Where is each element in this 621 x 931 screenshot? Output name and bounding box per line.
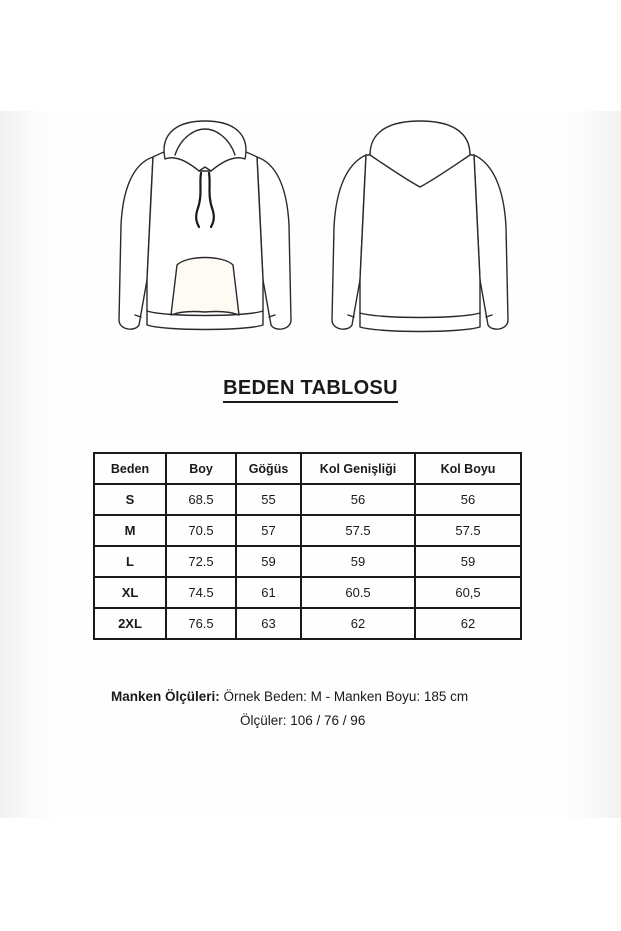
sample-size-text: Örnek Beden: M - Manken Boyu: 185 cm	[223, 689, 469, 704]
table-row	[94, 515, 521, 546]
table-row	[94, 546, 521, 577]
table-row	[94, 608, 521, 639]
model-measurements-line-1	[111, 689, 468, 704]
bottom-border	[0, 818, 621, 931]
kol-boyu-cell: 56	[415, 484, 521, 515]
kol-boyu-cell: 59	[415, 546, 521, 577]
top-border	[0, 0, 621, 111]
boy-cell: 76.5	[166, 608, 236, 639]
boy-cell: 72.5	[166, 546, 236, 577]
boy-cell: 68.5	[166, 484, 236, 515]
table-row	[94, 577, 521, 608]
size-cell: M	[94, 515, 166, 546]
gogus-cell: 61	[236, 577, 301, 608]
gogus-cell: 63	[236, 608, 301, 639]
size-cell: L	[94, 546, 166, 577]
header-kol-boyu: Kol Boyu	[415, 453, 521, 484]
header-boy: Boy	[166, 453, 236, 484]
boy-cell: 74.5	[166, 577, 236, 608]
gogus-cell: 59	[236, 546, 301, 577]
header-kol-genisligi: Kol Genişliği	[301, 453, 415, 484]
kol-genisligi-cell: 60.5	[301, 577, 415, 608]
size-cell: S	[94, 484, 166, 515]
table-header-row	[94, 453, 521, 484]
kol-boyu-cell: 62	[415, 608, 521, 639]
hoodie-back-illustration	[320, 115, 520, 345]
model-measurements-line-2: Ölçüler: 106 / 76 / 96	[240, 713, 366, 728]
gogus-cell: 55	[236, 484, 301, 515]
title-text: BEDEN TABLOSU	[223, 376, 398, 403]
kol-genisligi-cell: 56	[301, 484, 415, 515]
kol-boyu-cell: 57.5	[415, 515, 521, 546]
size-chart-title	[0, 376, 621, 403]
kol-boyu-cell: 60,5	[415, 577, 521, 608]
size-cell: XL	[94, 577, 166, 608]
kol-genisligi-cell: 62	[301, 608, 415, 639]
header-beden: Beden	[94, 453, 166, 484]
header-gogus: Göğüs	[236, 453, 301, 484]
gogus-cell: 57	[236, 515, 301, 546]
hoodie-front-illustration	[105, 115, 305, 345]
model-measurements-label: Manken Ölçüleri:	[111, 689, 220, 704]
table-row	[94, 484, 521, 515]
kol-genisligi-cell: 59	[301, 546, 415, 577]
boy-cell: 70.5	[166, 515, 236, 546]
kol-genisligi-cell: 57.5	[301, 515, 415, 546]
size-table	[93, 452, 522, 640]
size-cell: 2XL	[94, 608, 166, 639]
